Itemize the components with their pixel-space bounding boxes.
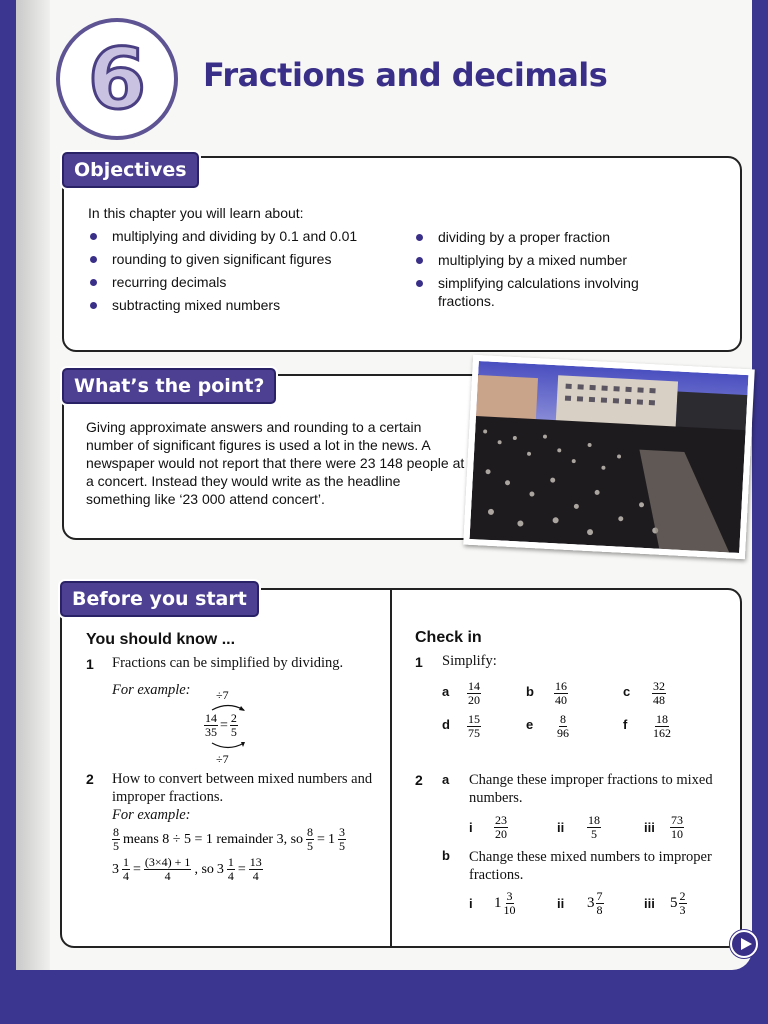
part-label: b xyxy=(526,684,534,699)
mixed-example-line-2 xyxy=(112,856,263,883)
part-label: c xyxy=(623,684,631,699)
divide-top-label: ÷7 xyxy=(216,688,229,702)
whole-number: 3 xyxy=(112,861,119,877)
arc-arrow-bottom-icon xyxy=(208,742,248,752)
should-know-q1-number: 1 xyxy=(86,656,94,672)
example-text: , so xyxy=(194,861,214,877)
arc-arrow-top-icon xyxy=(208,701,248,711)
whole-number: 3 xyxy=(216,861,224,877)
point-text: Giving approximate answers and rounding to a certain number of significant figures is used a lot in the news. A newspaper would not report that there were 23 148 people at a concert. Instead they would write as the headline something like ‘23 000 attend concert’. xyxy=(86,419,465,507)
part-label: a xyxy=(442,772,450,787)
fraction: $\frac{18}{5}$ xyxy=(588,813,600,841)
check-in-q2a-text: Change these improper fractions to mixed numbers. xyxy=(469,772,713,806)
chapter-title: Fractions and decimals xyxy=(203,56,608,94)
check-in-q2-number: 2 xyxy=(415,772,423,788)
fraction: $\frac{13}{4}$ xyxy=(249,855,262,883)
equals-sign: = xyxy=(317,831,325,847)
mixed-number: 3 $\frac{7}{8}$ xyxy=(587,889,603,917)
fraction: $\frac{(3\times 4) + 1}{4}$ xyxy=(144,855,191,883)
fraction: $\frac{2}{5}$ xyxy=(230,711,237,739)
next-page-arrow-icon[interactable] xyxy=(730,930,758,958)
check-in-q1-number: 1 xyxy=(415,654,423,670)
fraction: $\frac{32}{48}$ xyxy=(653,679,665,707)
simplify-fractions xyxy=(204,712,238,739)
equals-sign: = xyxy=(237,861,246,877)
list-item: recurring decimals xyxy=(88,273,358,291)
column-divider xyxy=(390,590,392,946)
textbook-page xyxy=(16,0,752,970)
part-label: iii xyxy=(644,896,655,911)
objectives-left-list xyxy=(88,227,358,319)
before-tab: Before you start xyxy=(60,581,259,617)
part-label: f xyxy=(623,717,628,732)
list-item: multiplying by a mixed number xyxy=(414,251,694,269)
simplify-example xyxy=(202,688,252,768)
part-label: d xyxy=(442,717,450,732)
chapter-number: 6 xyxy=(87,30,147,128)
should-know-q1-text: Fractions can be simplified by dividing. xyxy=(112,655,344,671)
whole-number: 1 xyxy=(327,831,335,847)
part-label: a xyxy=(442,684,450,699)
fraction: $\frac{14}{35}$ xyxy=(205,711,217,739)
part-label: i xyxy=(469,896,473,911)
should-know-q2-text: How to convert between mixed numbers and improper fractions. xyxy=(112,771,373,805)
should-know-q2-number: 2 xyxy=(86,771,94,787)
mixed-example-line-1 xyxy=(112,826,346,853)
part-label: b xyxy=(442,848,450,863)
fraction: $\frac{8}{5}$ xyxy=(113,825,119,853)
list-item: multiplying and dividing by 0.1 and 0.01 xyxy=(88,227,358,245)
part-label: ii xyxy=(557,820,565,835)
divide-bottom-label: ÷7 xyxy=(216,752,229,766)
mixed-number: 1 $\frac{3}{10}$ xyxy=(494,889,516,917)
objectives-right-list xyxy=(414,228,694,315)
check-in-q2b-text: Change these mixed numbers to improper fractions. xyxy=(469,849,712,883)
fraction: $\frac{15}{75}$ xyxy=(468,712,480,740)
check-in-heading: Check in xyxy=(415,629,482,646)
for-example-label-2: For example: xyxy=(112,807,191,823)
equals-sign: = xyxy=(133,861,141,877)
concert-crowd-photo xyxy=(463,355,755,559)
list-item: simplifying calculations involving fractions. xyxy=(414,274,694,310)
list-item: rounding to given significant figures xyxy=(88,250,358,268)
mixed-number: 5 $\frac{2}{3}$ xyxy=(670,889,686,917)
fraction: $\frac{73}{10}$ xyxy=(671,813,683,841)
fraction: $\frac{1}{4}$ xyxy=(227,855,234,883)
part-label: iii xyxy=(644,820,655,835)
example-text: means 8 ÷ 5 = 1 remainder 3, so xyxy=(123,831,304,847)
list-item: subtracting mixed numbers xyxy=(88,296,358,314)
chapter-number-badge xyxy=(56,18,178,140)
part-label: e xyxy=(526,717,534,732)
should-know-heading: You should know ... xyxy=(86,631,236,648)
fraction: $\frac{23}{20}$ xyxy=(495,813,507,841)
for-example-label: For example: xyxy=(112,682,191,698)
objectives-tab: Objectives xyxy=(62,152,199,188)
page-spine-shadow xyxy=(16,0,50,970)
fraction: $\frac{3}{5}$ xyxy=(338,825,345,853)
fraction: $\frac{18}{162}$ xyxy=(653,712,671,740)
part-label: i xyxy=(469,820,473,835)
check-in-q1-text: Simplify: xyxy=(442,653,497,669)
point-tab: What’s the point? xyxy=(62,368,276,404)
fraction: $\frac{1}{4}$ xyxy=(123,855,129,883)
fraction: $\frac{14}{20}$ xyxy=(468,679,480,707)
list-item: dividing by a proper fraction xyxy=(414,228,694,246)
equals-sign: = xyxy=(220,717,228,733)
fraction: $\frac{16}{40}$ xyxy=(555,679,567,707)
fraction: $\frac{8}{5}$ xyxy=(307,825,314,853)
part-label: ii xyxy=(557,896,565,911)
fraction: $\frac{8}{96}$ xyxy=(557,712,569,740)
objectives-intro: In this chapter you will learn about: xyxy=(88,205,304,221)
